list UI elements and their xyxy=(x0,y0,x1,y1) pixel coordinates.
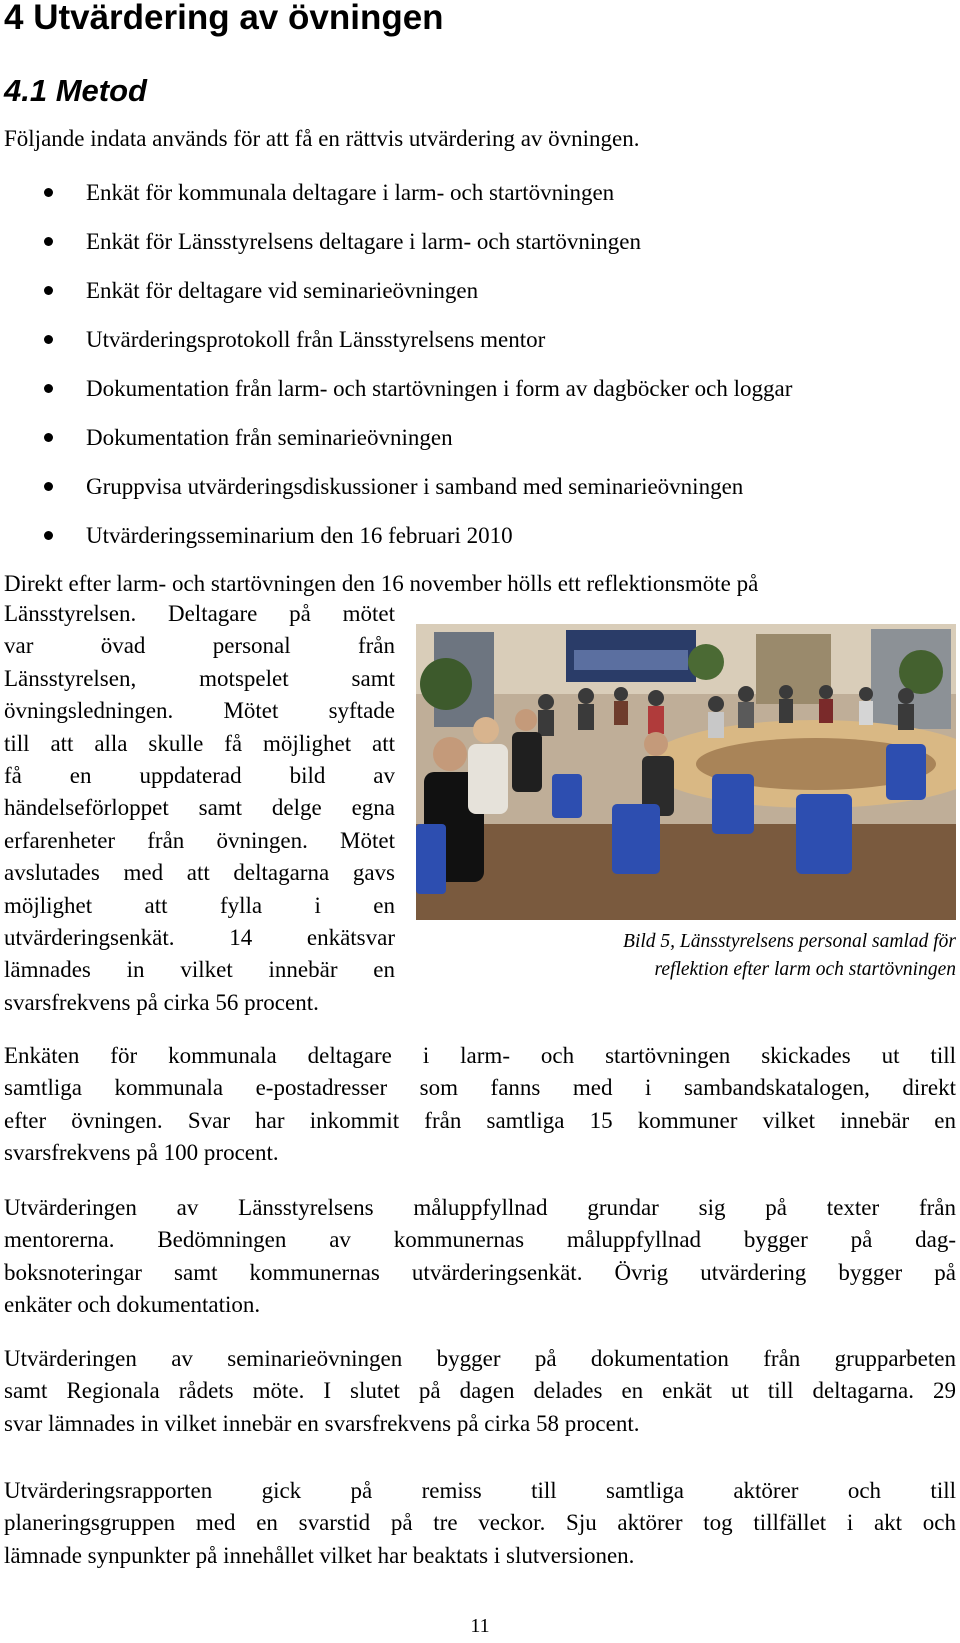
bullet-icon xyxy=(44,384,53,393)
bullet-icon xyxy=(44,531,53,540)
reflection-meeting-paragraph: Direkt efter larm- och startövningen den 16 november hölls ett reflektionsmöte på xyxy=(4,571,759,596)
report-review-paragraph: Utvärderingsrapporten gick på remiss till samtliga aktörer och till planeringsgruppen med en svarstid på tre veckor. Sju aktörer tog tillfället i akt och lämnade synpunkter på innehållet vilket har beaktats i slutversionen. xyxy=(4,1478,956,1568)
bullet-icon xyxy=(44,286,53,295)
meeting-photo xyxy=(416,624,956,920)
list-item: Dokumentation från larm- och startövningen i form av dagböcker och loggar xyxy=(4,374,956,423)
page-number: 11 xyxy=(470,1615,490,1637)
bullet-icon xyxy=(44,188,53,197)
municipal-survey-paragraph: Enkäten för kommunala deltagare i larm- och startövningen skickades ut till samtliga kommunala e-postadresser som fanns med i sambandskatalogen, direkt efter övningen. Svar har inkommit från samtliga 15 kommuner vilket innebär en svarsfrekvens på 100 procent. xyxy=(4,1043,956,1166)
seminar-evaluation-paragraph: Utvärderingen av seminarieövningen bygger på dokumentation från grupparbeten samt Regionala rådets möte. I slutet på dagen delades en enkät ut till deltagarna. 29 svar lämnades in vilket innebär en svarsfrekvens på cirka 58 procent. xyxy=(4,1346,956,1436)
bullet-icon xyxy=(44,482,53,491)
list-item: Enkät för deltagare vid seminarieövningen xyxy=(4,276,956,325)
bullet-icon xyxy=(44,237,53,246)
bullet-icon xyxy=(44,433,53,442)
list-item: Enkät för kommunala deltagare i larm- och startövningen xyxy=(4,178,956,227)
input-data-list xyxy=(4,178,956,570)
list-item: Gruppvisa utvärderingsdiskussioner i samband med seminarieövningen xyxy=(4,472,956,521)
list-item: Enkät för Länsstyrelsens deltagare i larm- och startövningen xyxy=(4,227,956,276)
goal-evaluation-paragraph: Utvärderingen av Länsstyrelsens måluppfyllnad grundar sig på texter från mentorerna. Bedömningen av kommunernas måluppfyllnad bygger på dag- boksnoteringar samt kommunernas utvärderingsenkät. Övrig utvärdering bygger på enkäter och dokumentation. xyxy=(4,1195,956,1318)
list-item: Utvärderingsseminarium den 16 februari 2010 xyxy=(4,521,956,570)
intro-paragraph: Följande indata används för att få en rättvis utvärdering av övningen. xyxy=(4,126,640,151)
document-page xyxy=(4,0,956,1643)
chapter-heading: 4 Utvärdering av övningen xyxy=(4,0,444,37)
reflection-meeting-continued: Länsstyrelsen. Deltagare på mötet var övad personal från Länsstyrelsen, motspelet samt övningsledningen. Mötet syftade till att alla skulle få möjlighet att få en uppdaterad bild av händelseförloppet samt delge egna erfarenheter från övningen. Mötet avslutades med att deltagarna gavs möjlighet att fylla i en utvärderingsenkät. 14 enkätsvar lämnades in vilket innebär en svarsfrekvens på cirka 56 procent. xyxy=(4,601,395,1015)
photo-caption: Bild 5, Länsstyrelsens personal samlad för reflektion efter larm och startövningen xyxy=(623,931,956,980)
bullet-icon xyxy=(44,335,53,344)
meeting-room-illustration xyxy=(416,624,956,920)
list-item: Dokumentation från seminarieövningen xyxy=(4,423,956,472)
section-heading: 4.1 Metod xyxy=(4,73,147,108)
list-item: Utvärderingsprotokoll från Länsstyrelsens mentor xyxy=(4,325,956,374)
